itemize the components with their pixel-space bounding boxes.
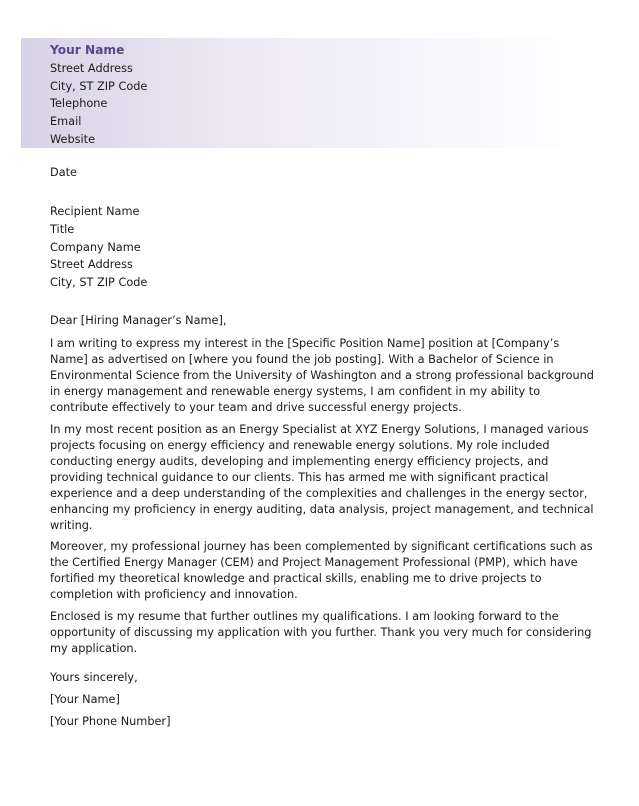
sender-street: Street Address: [50, 61, 133, 75]
letter-body: [50, 336, 595, 662]
sender-city: City, ST ZIP Code: [50, 79, 148, 93]
sender-block: [50, 42, 147, 149]
recipient-street: Street Address: [50, 258, 133, 272]
sender-email: Email: [50, 115, 82, 129]
body-paragraph-2: In my most recent position as an Energy Specialist at XYZ Energy Solutions, I managed various projects focusing on energy efficiency and renewable energy solutions. My role included conducting energy audits, developing and implementing energy efficiency projects, and providing technical guidance to our clients. This has armed me with significant practical experience and a deep understanding of the complexities and challenges in the energy sector, enhancing my proficiency in energy auditing, data analysis, project management, and technical writing.: [50, 422, 594, 532]
salutation: Dear [Hiring Manager’s Name],: [50, 314, 227, 327]
body-paragraph-1: I am writing to express my interest in the [Specific Position Name] position at [Company’s Name] as advertised on [where you found the job posting]. With a Bachelor of Science in Environmental Science from the University of Washington and a strong professional background in energy management and renewable energy systems, I am confident in my ability to contribute effectively to your team and drive successful energy projects.: [50, 337, 594, 414]
letter-date: Date: [50, 166, 78, 179]
closing-phone: [Your Phone Number]: [50, 715, 171, 728]
body-paragraph-4: Enclosed is my resume that further outlines my qualifications. I am looking forward to the opportunity of discussing my application with you further. Thank you very much for considering my application.: [50, 609, 592, 655]
sender-website: Website: [50, 132, 96, 146]
recipient-name: Recipient Name: [50, 205, 140, 218]
sender-telephone: Telephone: [50, 97, 108, 111]
recipient-title: Title: [50, 222, 75, 236]
recipient-company: Company Name: [50, 240, 141, 254]
valediction: Yours sincerely,: [50, 671, 138, 684]
closing-name: [Your Name]: [50, 693, 120, 706]
body-paragraph-3: Moreover, my professional journey has been complemented by significant certifications such as the Certified Energy Manager (CEM) and Project Management Professional (PMP), which have fortified my theoretical knowledge and practical skills, enabling me to drive projects to completion with proficiency and innovation.: [50, 540, 593, 601]
closing-block: [50, 667, 171, 733]
sender-name: Your Name: [50, 43, 125, 57]
recipient-block: [50, 203, 147, 292]
recipient-city: City, ST ZIP Code: [50, 276, 148, 290]
